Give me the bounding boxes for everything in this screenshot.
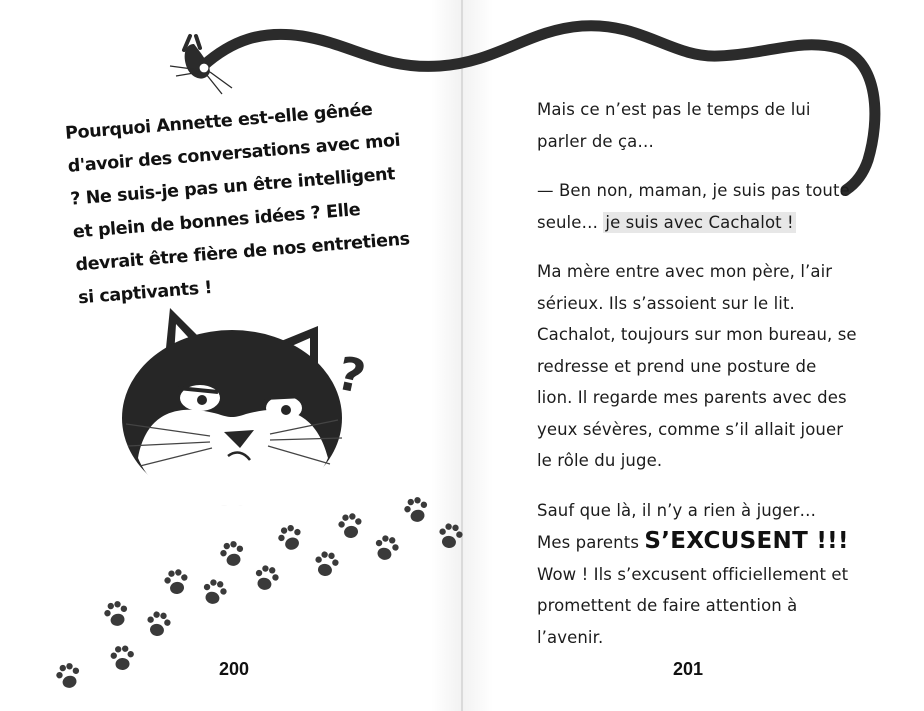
narrative-text (537, 94, 857, 671)
paragraph-line: Sauf que là, il n’y a rien à juger… (537, 500, 817, 520)
dialogue-text: — Ben non, maman, je suis pas toute seule… (537, 181, 850, 232)
paw-print-icon (54, 661, 83, 690)
cat-head-icon (118, 308, 346, 508)
page-number-left: 200 (219, 659, 250, 679)
paragraph: Ma mère entre avec mon père, l’air sérieux. Ils s’assoient sur le lit. Cachalot, toujours sur mon bureau, se redresse et prend une posture de lion. Il regarde mes parents avec des yeux sévères, comme s’il allait jouer le rôle du juge. (537, 262, 857, 470)
paw-print-icon (372, 533, 401, 562)
paw-print-icon (252, 563, 281, 592)
page-number-right: 201 (673, 659, 704, 679)
paragraph: Mais ce n’est pas le temps de lui parler de ça… (537, 100, 811, 151)
cat-thought-text: Pourquoi Annette est-elle gênée d'avoir des conversations avec moi ? Ne suis-je pas un être intelligent et plein de bonnes idées ? Elle devrait être fière de nos entretiens si captivants ! (64, 99, 411, 309)
emphasized-text: S’EXCUSENT !!! (644, 528, 849, 554)
paragraph (537, 495, 857, 654)
paw-print-icon (437, 522, 464, 550)
paw-print-icon (110, 645, 135, 671)
dialogue-paragraph (537, 175, 857, 238)
paw-print-icon (200, 577, 229, 606)
paw-print-icon (218, 539, 247, 568)
paw-print-icon (275, 522, 305, 553)
paw-print-icon (402, 495, 431, 524)
question-mark-icon: ? (332, 345, 371, 405)
paw-print-icon (145, 610, 172, 638)
paragraph-text: Wow ! Ils s’excusent officiellement et promettent de faire attention à l’avenir. (537, 564, 849, 647)
paw-print-icon (337, 512, 364, 540)
paw-print-icon (313, 550, 340, 578)
paw-print-icon (102, 599, 131, 628)
paragraph-text: Mes parents (537, 533, 645, 552)
paw-print-icon (163, 568, 190, 596)
highlighted-text: je suis avec Cachalot ! (605, 212, 794, 232)
